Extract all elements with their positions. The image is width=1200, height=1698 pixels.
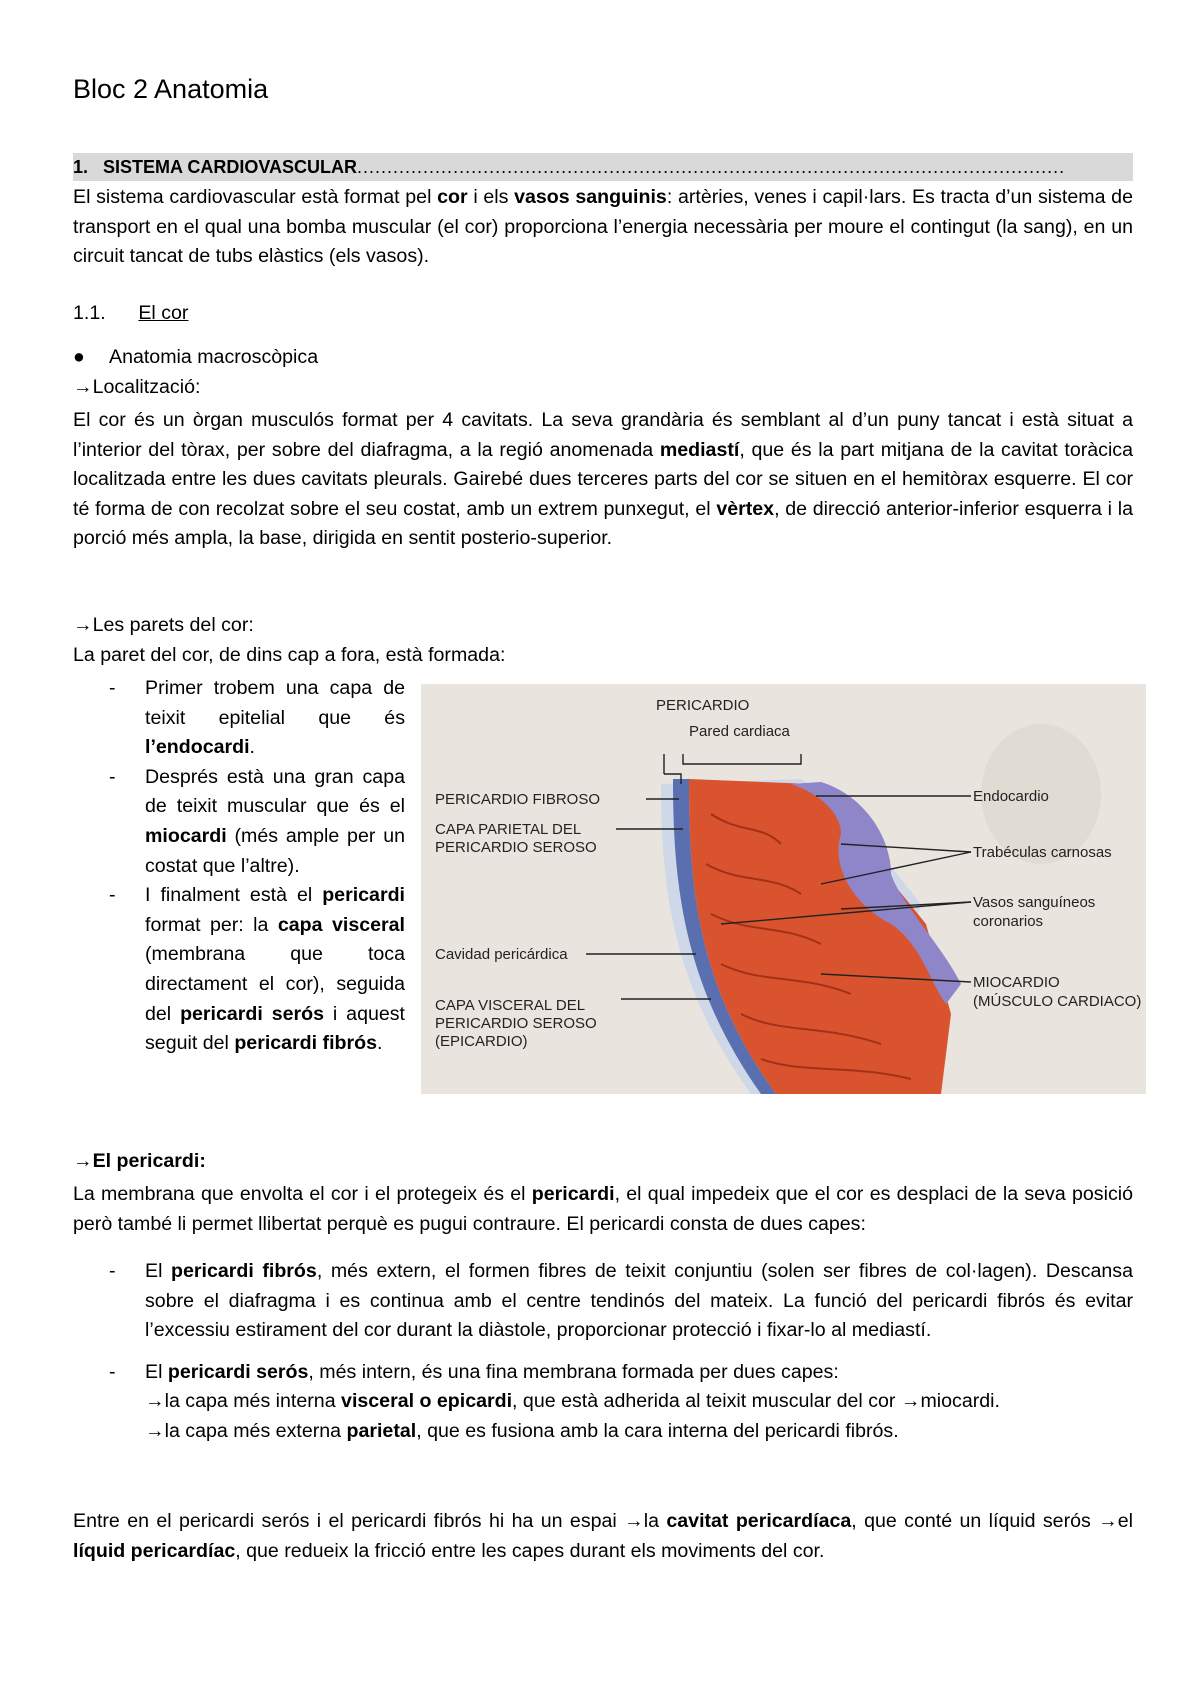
list-item: - El pericardi serós, més intern, és una fina membrana formada per dues capes: →la capa més interna visceral o epicardi, que està adherida al teixit muscular del cor →miocardi. →la capa més externa parietal, que es fusiona amb la cara interna del pericardi fibrós. bbox=[109, 1360, 1000, 1442]
label-parietal-2: PERICARDIO SEROSO bbox=[435, 839, 597, 856]
pericardi-paragraph: La membrana que envolta el cor i el protegeix és el pericardi, el qual impedeix que el cor es desplaci de la seva posició però també li permet llibertat perquè es pugui contraure. El pericardi consta de dues capes: bbox=[73, 1183, 1133, 1235]
list-item: - El pericardi fibrós, més extern, el formen fibres de teixit conjuntiu (solen ser fibres de col·lagen). Descansa sobre el diafragma i es continua amb el centre tendinós del mateix. La funció del pericardi fibrós és evitar l’excessiu estirament del cor durant la diàstole, proporcionar protecció i fixar-lo al mediastí. bbox=[109, 1260, 1133, 1342]
section-number: 1.1. bbox=[73, 302, 106, 324]
section-label: El cor bbox=[138, 302, 189, 324]
parets-list bbox=[73, 674, 405, 1059]
pericardi-list bbox=[73, 1257, 1133, 1447]
bullet-icon: ● bbox=[73, 346, 85, 368]
toc-label: SISTEMA CARDIOVASCULAR bbox=[103, 157, 358, 177]
label-pericardio: PERICARDIO bbox=[656, 697, 750, 714]
intro-paragraph: El sistema cardiovascular està format pel cor i els vasos sanguinis: artèries, venes i capil·lars. Es tracta d’un sistema de transport en el qual una bomba muscular (el cor) proporciona l’energia necessària per moure el contingut (la sang), en un circuit tancat de tubs elàstics (els vasos). bbox=[73, 186, 1133, 268]
label-parietal-1: CAPA PARIETAL DEL bbox=[435, 821, 582, 838]
label-miocardio-1: MIOCARDIO bbox=[973, 974, 1060, 991]
label-cavidad: Cavidad pericárdica bbox=[435, 946, 568, 963]
label-vasos-2: coronarios bbox=[973, 913, 1044, 930]
localitzacio-heading: →Localització: bbox=[73, 376, 201, 398]
toc-number: 1. bbox=[73, 157, 89, 177]
label-endocardio: Endocardio bbox=[973, 788, 1049, 805]
toc-entry[interactable] bbox=[73, 153, 1133, 181]
label-trabeculas: Trabéculas carnosas bbox=[973, 844, 1112, 861]
list-item: - Primer trobem una capa de teixit epitelial que és l’endocardi. bbox=[109, 677, 405, 759]
pericardi-heading: →El pericardi: bbox=[73, 1150, 206, 1172]
toc-dots: ...................................................................................................................... bbox=[357, 157, 1066, 177]
page-title: Bloc 2 Anatomia bbox=[73, 74, 269, 104]
heart-wall-illustration bbox=[421, 684, 1146, 1094]
parets-intro: La paret del cor, de dins cap a fora, està formada: bbox=[73, 644, 506, 666]
heart-wall-figure bbox=[421, 684, 1146, 1094]
label-fibroso: PERICARDIO FIBROSO bbox=[435, 791, 601, 808]
list-item: - I finalment està el pericardi format per: la capa visceral (membrana que toca directament el cor), seguida del pericardi serós i aquest seguit del pericardi fibrós. bbox=[109, 884, 405, 1055]
label-vasos-1: Vasos sanguíneos bbox=[973, 894, 1096, 911]
localitzacio-paragraph: El cor és un òrgan musculós format per 4 cavitats. La seva grandària és semblant al d’un puny tancat i està situat a l’interior del tòrax, per sobre del diafragma, a la regió anomenada mediastí, que és la part mitjana de la cavitat toràcica localitzada entre les dues cavitats pleurals. Gairebé dues terceres parts del cor se situen en el hemitòrax esquerre. El cor té forma de con recolzat sobre el seu costat, amb un extrem punxegut, el vèrtex, de direcció anterior-inferior esquerra i la porció més ampla, la base, dirigida en sentit posterio-superior. bbox=[73, 409, 1133, 550]
section-heading bbox=[73, 302, 188, 325]
bullet-item: ● Anatomia macroscòpica bbox=[73, 346, 319, 368]
list-item: - Després està una gran capa de teixit muscular que és el miocardi (més ample per un costat que l’altre). bbox=[109, 765, 405, 877]
label-pared: Pared cardiaca bbox=[689, 723, 790, 740]
label-visceral-2: PERICARDIO SEROSO bbox=[435, 1015, 597, 1032]
final-paragraph: Entre en el pericardi serós i el pericardi fibrós hi ha un espai →la cavitat pericardíaca, que conté un líquid serós →el líquid pericardíac, que redueix la fricció entre les capes durant els moviments del cor. bbox=[73, 1510, 1134, 1562]
label-visceral-3: (EPICARDIO) bbox=[435, 1033, 528, 1050]
label-miocardio-2: (MÚSCULO CARDIACO) bbox=[973, 993, 1142, 1010]
parets-heading: →Les parets del cor: bbox=[73, 614, 254, 636]
label-visceral-1: CAPA VISCERAL DEL bbox=[435, 997, 586, 1014]
